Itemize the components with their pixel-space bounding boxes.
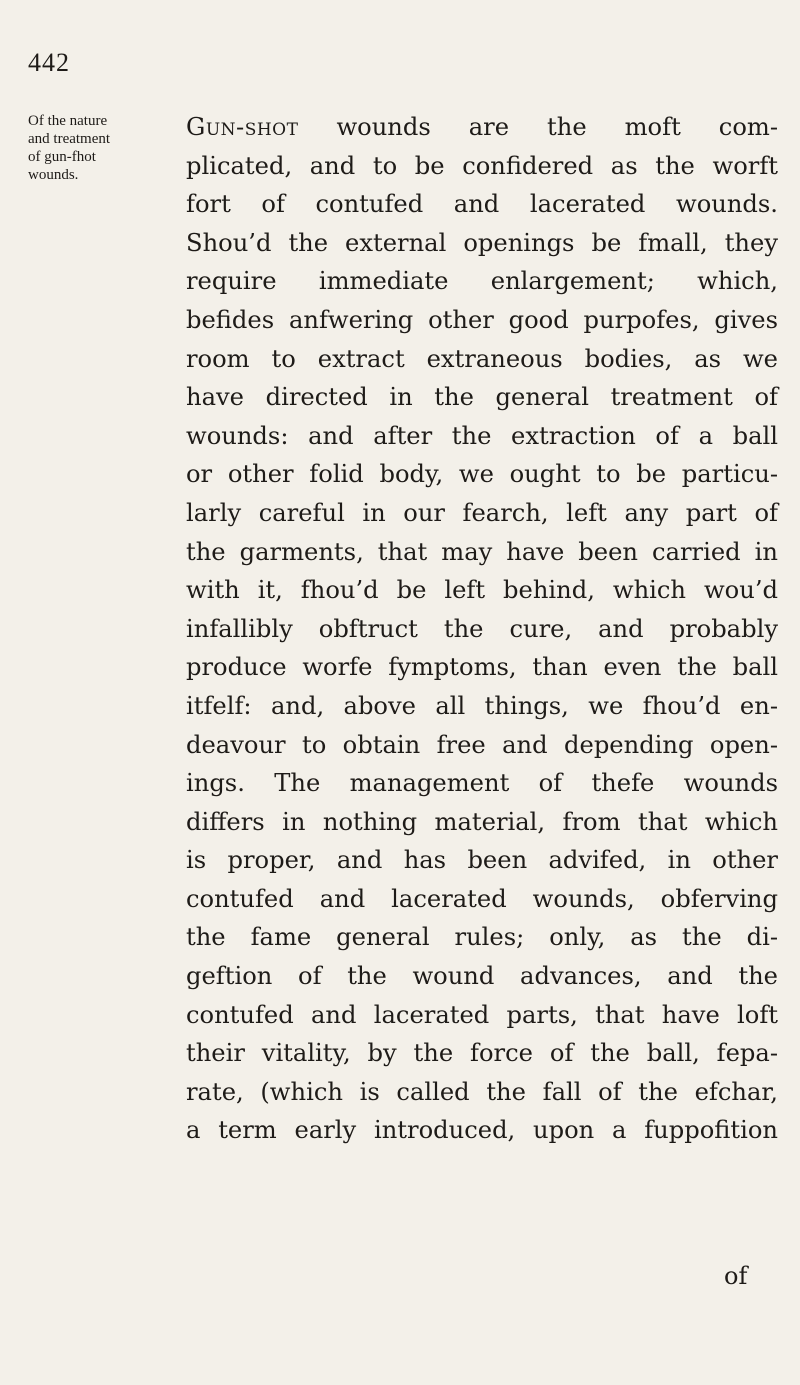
text-line: have directed in the general treatment of: [186, 383, 778, 412]
text-line: with it, fhou’d be left behind, which wou’d: [186, 576, 778, 605]
text-line: larly careful in our fearch, left any part of: [186, 498, 778, 527]
text-line: Shou’d the external openings be fmall, they: [186, 228, 778, 257]
text-line: produce worfe fymptoms, than even the ball: [186, 653, 778, 682]
text-line: or other folid body, we ought to be particu-: [186, 460, 778, 489]
text-line: contufed and lacerated parts, that have loft: [186, 1000, 778, 1029]
text-line: require immediate enlargement; which,: [186, 267, 778, 296]
text-line: fort of contufed and lacerated wounds.: [186, 190, 778, 219]
text-line: rate, (which is called the fall of the efchar,: [186, 1077, 778, 1106]
margin-note-line: and treatment: [28, 131, 111, 147]
margin-note-line: Of the nature: [28, 113, 108, 129]
text-line: the fame general rules; only, as the di-: [186, 923, 778, 952]
text-line: a term early introduced, upon a fuppofition: [186, 1116, 778, 1145]
text-line: is proper, and has been advifed, in other: [186, 846, 778, 875]
margin-note-line: wounds.: [28, 167, 79, 183]
text-line: itfelf: and, above all things, we fhou’d en-: [186, 691, 778, 720]
text-line: ings. The management of thefe wounds: [186, 769, 778, 798]
lead-word: Gun-shot: [186, 113, 299, 141]
text-line: infallibly obftruct the cure, and probably: [186, 614, 778, 643]
text-line: deavour to obtain free and depending open-: [186, 730, 778, 759]
catchword: of: [724, 1262, 748, 1290]
text-line: befides anfwering other good purpofes, gives: [186, 305, 778, 334]
text-line: wounds: and after the extraction of a ball: [186, 421, 778, 450]
body-text: [186, 108, 778, 1150]
margin-note-line: of gun-fhot: [28, 149, 96, 165]
page-number: 442: [28, 48, 70, 77]
text-line: Gun-shot wounds are the moft com-: [186, 113, 778, 141]
text-line: room to extract extraneous bodies, as we: [186, 344, 778, 373]
margin-note: [28, 112, 158, 184]
text-line: the garments, that may have been carried in: [186, 537, 778, 566]
text-line: geftion of the wound advances, and the: [186, 962, 778, 991]
text-line: their vitality, by the force of the ball, fepa-: [186, 1039, 778, 1068]
text-line: contufed and lacerated wounds, obferving: [186, 884, 778, 913]
text-line: differs in nothing material, from that which: [186, 807, 778, 836]
text-line: plicated, and to be confidered as the worft: [186, 151, 778, 180]
